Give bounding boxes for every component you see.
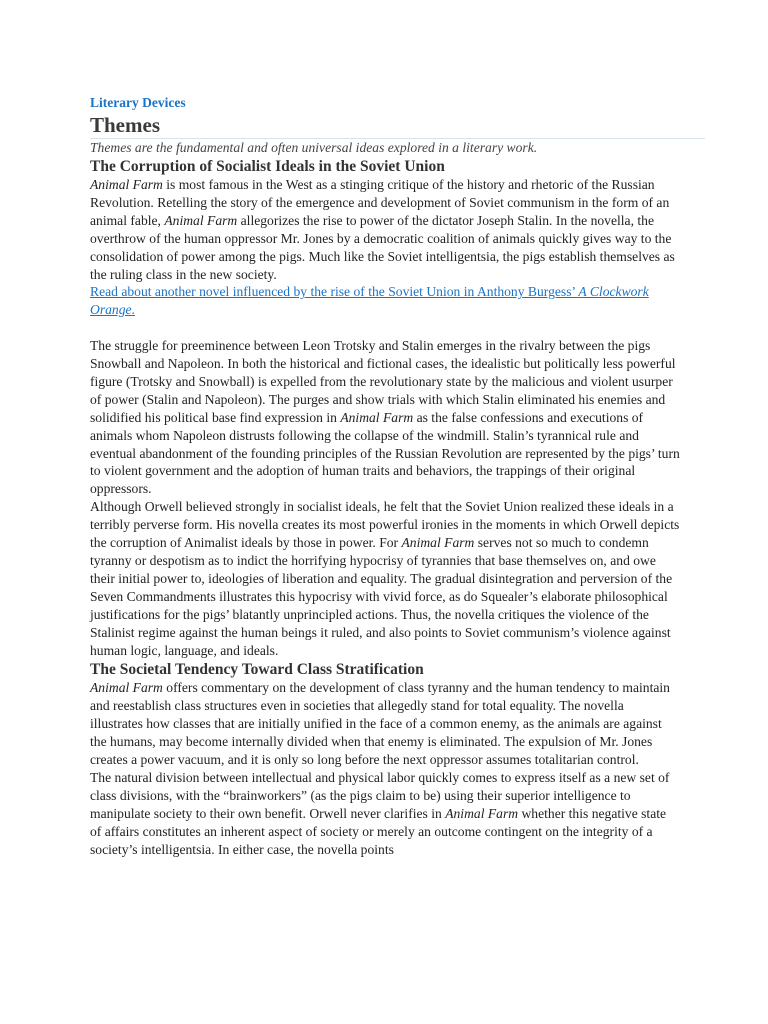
paragraph-text: allegorizes the rise to power of the dictator Joseph Stalin. In the novella, the overthrow of the human oppressor Mr. Jones by a democratic coalition of animals quickly gives way to the consolidation of power among the pigs. Much like the Soviet intelligentsia, the pigs establish themselves as the ruling class in the new society. <box>90 212 675 282</box>
paragraph-text: offers commentary on the development of class tyranny and the human tendency to maintain and reestablish class structures even in societies that allegedly stand for total equality. The novella illustrates how classes that are initially unified in the face of a common enemy, as the animals are against the humans, may become internally divided when that enemy is eliminated. The expulsion of Mr. Jones creates a power vacuum, and it is only so long before the next oppressor assumes totalitarian control. <box>90 680 670 768</box>
article-content <box>90 94 680 859</box>
book-title: Animal Farm <box>401 535 475 551</box>
paragraph-text: The natural division between intellectual and physical labor quickly comes to express itself as a new set of class divisions, with the “brainworkers” (as the pigs claim to be) using their superior intelligence to manipulate society to their own benefit. Orwell never clarifies in <box>90 769 670 821</box>
page-intro: Themes are the fundamental and often universal ideas explored in a literary work. <box>90 140 538 155</box>
paragraph <box>90 498 680 659</box>
link-book-title: A Clockwork Orange <box>90 284 649 318</box>
paragraph-text: whether this negative state of affairs constitutes an inherent aspect of society or merely an outcome contingent on the integrity of a society’s intelligentsia. In either case, the novella points <box>90 805 667 857</box>
paragraph-text: serves not so much to condemn tyranny or despotism as to indict the horrifying hypocrisy of tyrannies that base themselves on, and owe their initial power to, ideologies of liberation and equality. The gradual disintegration and perversion of the Seven Commandments illustrates this hypocrisy with vivid force, as do Squealer’s elaborate philosophical justifications for the pigs’ blatantly unprincipled actions. Thus, the novella critiques the violence of the Stalinist regime against the human beings it ruled, and also points to Soviet communism’s violence against human logic, language, and ideals. <box>90 535 673 658</box>
book-title: Animal Farm <box>340 409 414 425</box>
link-text: Read about another novel influenced by the rise of the Soviet Union in Anthony Burgess’ <box>90 284 579 300</box>
paragraph-text: as the false confessions and executions of animals whom Napoleon distrusts following the collapse of the windmill. Stalin’s tyrannical rule and eventual abandonment of the founding principles of the Russian Revolution are represented by the pigs’ turn to violent government and the adoption of human traits and behaviors, the trappings of their original oppressors. <box>90 409 680 497</box>
paragraph-text: is most famous in the West as a stinging critique of the history and rhetoric of the Russian Revolution. Retelling the story of the emergence and development of Soviet communism in the form of an animal fable, <box>90 177 670 228</box>
book-title: Animal Farm <box>90 177 163 192</box>
clockwork-orange-link[interactable] <box>90 283 680 319</box>
paragraph-text: Although Orwell believed strongly in socialist ideals, he felt that the Soviet Union realized these ideals in a terribly perverse form. His novella creates its most powerful ironies in the moments in which Orwell depicts the corruption of Animalist ideals by those in power. For <box>90 499 680 551</box>
book-title: Animal Farm <box>445 805 519 821</box>
section-heading-class-stratification: The Societal Tendency Toward Class Stratification <box>90 661 424 679</box>
book-title: Animal Farm <box>90 680 163 696</box>
paragraph <box>90 337 680 498</box>
paragraph-text: The struggle for preeminence between Leon Trotsky and Stalin emerges in the rivalry between the pigs Snowball and Napoleon. In both the historical and fictional cases, the idealistic but politically less powerful figure (Trotsky and Snowball) is expelled from the revolutionary state by the malicious and violent usurper of power (Stalin and Napoleon). The purges and show trials with which Stalin eliminated his enemies and solidified his political base find expression in <box>90 338 676 425</box>
book-title: Animal Farm <box>164 212 238 228</box>
link-tail: . <box>131 302 135 318</box>
page-title: Themes <box>90 112 705 139</box>
paragraph <box>90 679 680 769</box>
breadcrumb-literary-devices[interactable]: Literary Devices <box>90 95 186 110</box>
paragraph <box>90 176 680 283</box>
paragraph <box>90 769 680 859</box>
section-heading-socialist-ideals: The Corruption of Socialist Ideals in the Soviet Union <box>90 158 445 175</box>
